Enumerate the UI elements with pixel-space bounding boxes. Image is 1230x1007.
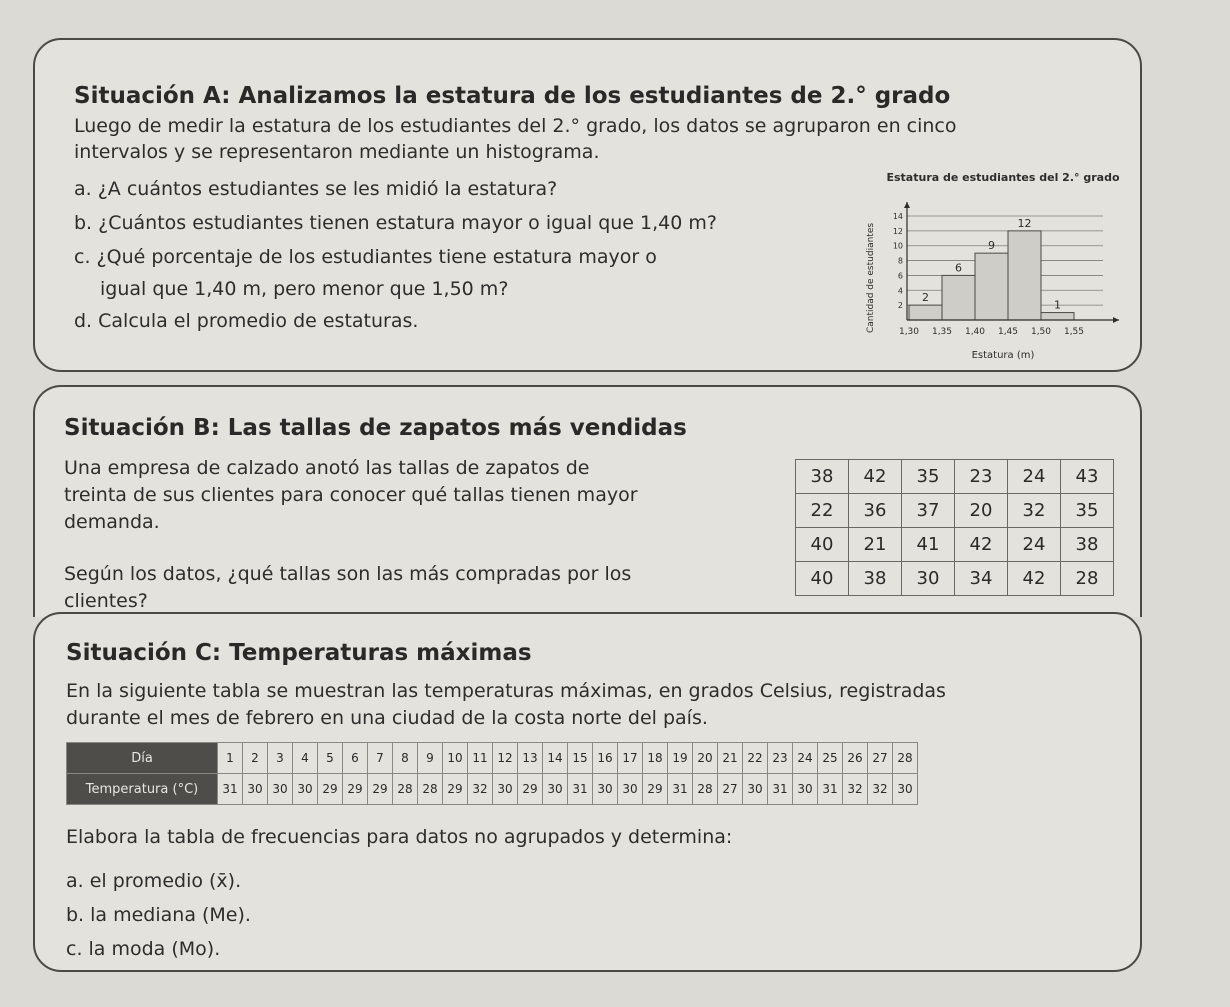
item-b-median: b. la mediana (Me). (66, 904, 251, 926)
x-tick-labels (899, 327, 1084, 337)
day-cell: 8 (393, 743, 418, 774)
temperature-cell: 29 (343, 774, 368, 805)
situation-c-title: Situación C: Temperaturas máximas (66, 640, 532, 666)
question-c-line1: c. ¿Qué porcentaje de los estudiantes tiene estatura mayor o (74, 246, 657, 268)
table-row (796, 460, 1114, 494)
histogram-bar (1041, 313, 1074, 320)
day-cell: 17 (618, 743, 643, 774)
height-histogram (815, 168, 1135, 368)
day-cell: 11 (468, 743, 493, 774)
day-cell: 16 (593, 743, 618, 774)
temperature-cell: 27 (718, 774, 743, 805)
table-row (796, 562, 1114, 596)
table-row-days (67, 743, 918, 774)
temperature-cell: 32 (843, 774, 868, 805)
day-cell: 24 (793, 743, 818, 774)
day-cell: 20 (693, 743, 718, 774)
temperature-cell: 30 (893, 774, 918, 805)
y-tick-labels (893, 212, 903, 310)
day-cell: 3 (268, 743, 293, 774)
item-a-mean: a. el promedio (x̄). (66, 870, 242, 892)
table-cell: 24 (1008, 460, 1061, 494)
day-cell: 14 (543, 743, 568, 774)
temperature-cell: 31 (218, 774, 243, 805)
day-header: Día (67, 743, 218, 774)
situation-b-intro-2: treinta de sus clientes para conocer qué tallas tienen mayor (64, 484, 638, 506)
temperature-cell: 28 (693, 774, 718, 805)
day-cell: 23 (768, 743, 793, 774)
temperature-cell: 29 (518, 774, 543, 805)
situation-b-intro-1: Una empresa de calzado anotó las tallas de zapatos de (64, 457, 590, 479)
situation-b-title: Situación B: Las tallas de zapatos más vendidas (64, 415, 687, 441)
situation-c-intro-2: durante el mes de febrero en una ciudad de la costa norte del país. (66, 707, 708, 729)
temperature-cell: 28 (418, 774, 443, 805)
situation-a-intro-2: intervalos y se representaron mediante un histograma. (74, 141, 600, 163)
table-cell: 35 (1061, 494, 1114, 528)
table-cell: 34 (955, 562, 1008, 596)
table-cell: 43 (1061, 460, 1114, 494)
temperature-header: Temperatura (°C) (67, 774, 218, 805)
day-cell: 21 (718, 743, 743, 774)
histogram-bar (942, 275, 975, 320)
x-tick-label: 1,50 (1030, 327, 1052, 337)
question-a: a. ¿A cuántos estudiantes se les midió la estatura? (74, 178, 558, 200)
y-tick-label: 10 (892, 241, 903, 251)
day-cell: 27 (868, 743, 893, 774)
temperature-cell: 28 (393, 774, 418, 805)
x-tick-label: 1,35 (931, 327, 953, 337)
situation-c-intro-1: En la siguiente tabla se muestran las temperaturas máximas, en grados Celsius, registradas (66, 680, 946, 702)
histogram-bar (1008, 231, 1041, 320)
bar-value-label: 9 (988, 239, 995, 253)
temperature-table (66, 742, 918, 805)
table-cell: 37 (902, 494, 955, 528)
day-cell: 28 (893, 743, 918, 774)
day-cell: 6 (343, 743, 368, 774)
table-cell: 42 (955, 528, 1008, 562)
day-cell: 4 (293, 743, 318, 774)
day-cell: 9 (418, 743, 443, 774)
temperature-cell: 31 (568, 774, 593, 805)
temperature-cell: 29 (368, 774, 393, 805)
temperature-cell: 32 (868, 774, 893, 805)
y-axis-arrow (904, 202, 910, 208)
histogram-bar (909, 305, 942, 320)
question-d: d. Calcula el promedio de estaturas. (74, 310, 419, 332)
x-axis-arrow (1113, 317, 1119, 323)
y-tick-label: 12 (892, 226, 903, 236)
temperature-cell: 30 (743, 774, 768, 805)
bar-value-label: 1 (1054, 298, 1061, 312)
table-cell: 24 (1008, 528, 1061, 562)
table-row (796, 528, 1114, 562)
temperature-cell: 31 (668, 774, 693, 805)
x-tick-label: 1,40 (964, 327, 986, 337)
temperature-cell: 29 (318, 774, 343, 805)
situation-c-task: Elabora la tabla de frecuencias para datos no agrupados y determina: (66, 826, 733, 848)
y-tick-label: 6 (897, 271, 903, 281)
day-cell: 5 (318, 743, 343, 774)
table-cell: 35 (902, 460, 955, 494)
table-row (796, 494, 1114, 528)
table-cell: 38 (849, 562, 902, 596)
temperature-cell: 30 (243, 774, 268, 805)
day-cell: 7 (368, 743, 393, 774)
y-axis-label: Cantidad de estudiantes (866, 222, 876, 334)
day-cell: 13 (518, 743, 543, 774)
temperature-cell: 29 (643, 774, 668, 805)
situation-b-question-2: clientes? (64, 590, 148, 612)
table-cell: 41 (902, 528, 955, 562)
day-cell: 12 (493, 743, 518, 774)
x-axis-label: Estatura (m) (971, 350, 1035, 361)
x-tick-label: 1,45 (997, 327, 1019, 337)
table-cell: 23 (955, 460, 1008, 494)
temperature-cell: 30 (268, 774, 293, 805)
table-cell: 42 (1008, 562, 1061, 596)
day-cell: 22 (743, 743, 768, 774)
situation-b-intro-3: demanda. (64, 511, 160, 533)
table-cell: 40 (796, 528, 849, 562)
day-cell: 2 (243, 743, 268, 774)
x-tick-label: 1,55 (1063, 327, 1085, 337)
temperature-cell: 30 (293, 774, 318, 805)
bar-value-label: 2 (922, 291, 929, 305)
day-cell: 10 (443, 743, 468, 774)
y-tick-label: 8 (897, 256, 903, 266)
shoe-sizes-table (795, 459, 1114, 596)
table-cell: 30 (902, 562, 955, 596)
day-cell: 15 (568, 743, 593, 774)
situation-b-question-2-clip (64, 588, 264, 612)
table-cell: 36 (849, 494, 902, 528)
day-cell: 18 (643, 743, 668, 774)
temperature-cell: 31 (818, 774, 843, 805)
temperature-cell: 31 (768, 774, 793, 805)
x-tick-label: 1,30 (898, 327, 920, 337)
temperature-cell: 30 (618, 774, 643, 805)
situation-a-intro-1: Luego de medir la estatura de los estudiantes del 2.° grado, los datos se agruparon en cinco (74, 115, 957, 137)
day-cell: 25 (818, 743, 843, 774)
table-cell: 21 (849, 528, 902, 562)
bar-value-label: 6 (955, 261, 962, 275)
temperature-cell: 30 (593, 774, 618, 805)
situation-b-question-1: Según los datos, ¿qué tallas son las más compradas por los (64, 563, 632, 585)
table-cell: 20 (955, 494, 1008, 528)
table-cell: 38 (796, 460, 849, 494)
table-cell: 40 (796, 562, 849, 596)
question-c-line2: igual que 1,40 m, pero menor que 1,50 m? (100, 278, 509, 300)
y-tick-label: 2 (897, 301, 903, 311)
table-cell: 28 (1061, 562, 1114, 596)
table-cell: 38 (1061, 528, 1114, 562)
histogram-bar (975, 253, 1008, 320)
temperature-cell: 30 (543, 774, 568, 805)
temperature-cell: 32 (468, 774, 493, 805)
table-cell: 22 (796, 494, 849, 528)
question-b: b. ¿Cuántos estudiantes tienen estatura mayor o igual que 1,40 m? (74, 212, 717, 234)
table-cell: 42 (849, 460, 902, 494)
table-cell: 32 (1008, 494, 1061, 528)
temperature-cell: 30 (493, 774, 518, 805)
temperature-cell: 29 (443, 774, 468, 805)
day-cell: 19 (668, 743, 693, 774)
situation-a-title: Situación A: Analizamos la estatura de los estudiantes de 2.° grado (74, 83, 951, 109)
item-c-mode: c. la moda (Mo). (66, 938, 221, 960)
chart-title: Estatura de estudiantes del 2.° grado (886, 171, 1120, 184)
bar-value-label: 12 (1017, 216, 1032, 230)
y-tick-label: 4 (897, 286, 903, 296)
table-row-temperatures (67, 774, 918, 805)
day-cell: 1 (218, 743, 243, 774)
y-tick-label: 14 (892, 212, 903, 221)
temperature-cell: 30 (793, 774, 818, 805)
day-cell: 26 (843, 743, 868, 774)
